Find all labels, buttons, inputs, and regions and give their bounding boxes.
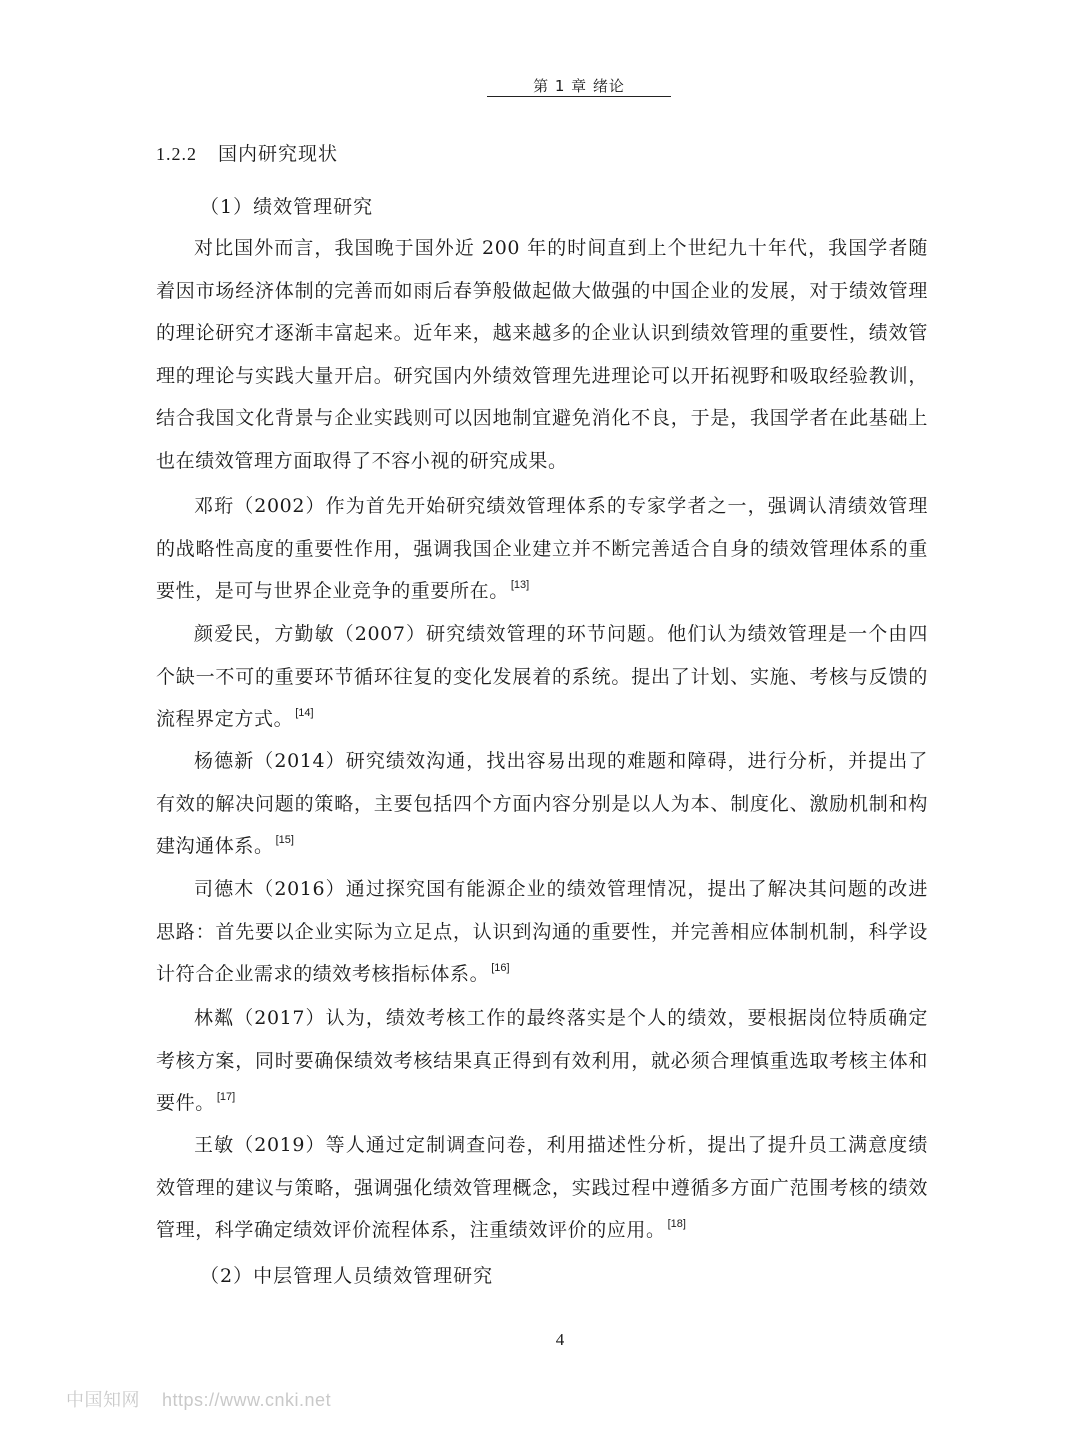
citation-ref: [15] bbox=[275, 834, 294, 846]
paragraph-text: 对比国外而言，我国晚于国外近 200 年的时间直到上个世纪九十年代，我国学者随着因市场经济体制的完善而如雨后春笋般做起做大做强的中国企业的发展，对于绩效管理的理论研究才逐渐丰富起来。近年来，越来越多的企业认识到绩效管理的重要性，绩效管理的理论与实践大量开启。研究国内外绩效管理先进理论可以开拓视野和吸取经验教训，结合我国文化背景与企业实践则可以因地制宜避免消化不良，于是，我国学者在此基础上也在绩效管理方面取得了不容小视的研究成果。 bbox=[156, 237, 928, 472]
cnki-watermark bbox=[66, 1386, 331, 1412]
section-number: 1.2.2 bbox=[156, 144, 197, 164]
watermark-url: https://www.cnki.net bbox=[162, 1390, 332, 1410]
watermark-brand: 中国知网 bbox=[66, 1390, 140, 1410]
section-heading bbox=[156, 140, 338, 168]
page-number: 4 bbox=[555, 1330, 565, 1349]
paragraph-text: 王敏（2019）等人通过定制调查问卷，利用描述性分析，提出了提升员工满意度绩效管理的建议与策略，强调强化绩效管理概念，实践过程中遵循多方面广范围考核的绩效管理，科学确定绩效评价流程体系，注重绩效评价的应用。 bbox=[156, 1134, 928, 1241]
section-title: 国内研究现状 bbox=[218, 143, 339, 165]
paragraph-text: 林粼（2017）认为，绩效考核工作的最终落实是个人的绩效，要根据岗位特质确定考核方案，同时要确保绩效考核结果真正得到有效利用，就必须合理慎重选取考核主体和要件。 bbox=[156, 1007, 928, 1114]
paragraph bbox=[156, 740, 928, 868]
running-header: 第 1 章 绪论 bbox=[487, 76, 671, 97]
citation-ref: [14] bbox=[295, 707, 314, 719]
paragraph-text: 颜爱民，方勤敏（2007）研究绩效管理的环节问题。他们认为绩效管理是一个由四个缺一不可的重要环节循环往复的变化发展着的系统。提出了计划、实施、考核与反馈的流程界定方式。 bbox=[156, 623, 928, 730]
paragraph-text: 杨德新（2014）研究绩效沟通，找出容易出现的难题和障碍，进行分析，并提出了有效的解决问题的策略，主要包括四个方面内容分别是以人为本、制度化、激励机制和构建沟通体系。 bbox=[156, 750, 928, 857]
citation-ref: [17] bbox=[216, 1091, 236, 1103]
subheading-performance-management: （1）绩效管理研究 bbox=[200, 196, 374, 218]
citation-ref: [18] bbox=[667, 1218, 686, 1230]
paragraph-text: 司德木（2016）通过探究国有能源企业的绩效管理情况，提出了解决其问题的改进思路：首先要以企业实际为立足点，认识到沟通的重要性，并完善相应体制机制，科学设计符合企业需求的绩效考核指标体系。 bbox=[156, 878, 928, 985]
paragraph bbox=[156, 997, 928, 1125]
paragraph bbox=[156, 227, 928, 482]
subheading-middle-managers: （2）中层管理人员绩效管理研究 bbox=[200, 1265, 494, 1287]
paragraph-text: 邓珩（2002）作为首先开始研究绩效管理体系的专家学者之一，强调认清绩效管理的战略性高度的重要性作用，强调我国企业建立并不断完善适合自身的绩效管理体系的重要性，是可与世界企业竞争的重要所在。 bbox=[156, 495, 928, 602]
paragraph bbox=[156, 1124, 928, 1252]
paragraph bbox=[156, 613, 928, 741]
citation-ref: [13] bbox=[510, 579, 530, 591]
paragraph bbox=[156, 868, 928, 996]
citation-ref: [16] bbox=[491, 962, 510, 974]
paragraph bbox=[156, 485, 928, 613]
